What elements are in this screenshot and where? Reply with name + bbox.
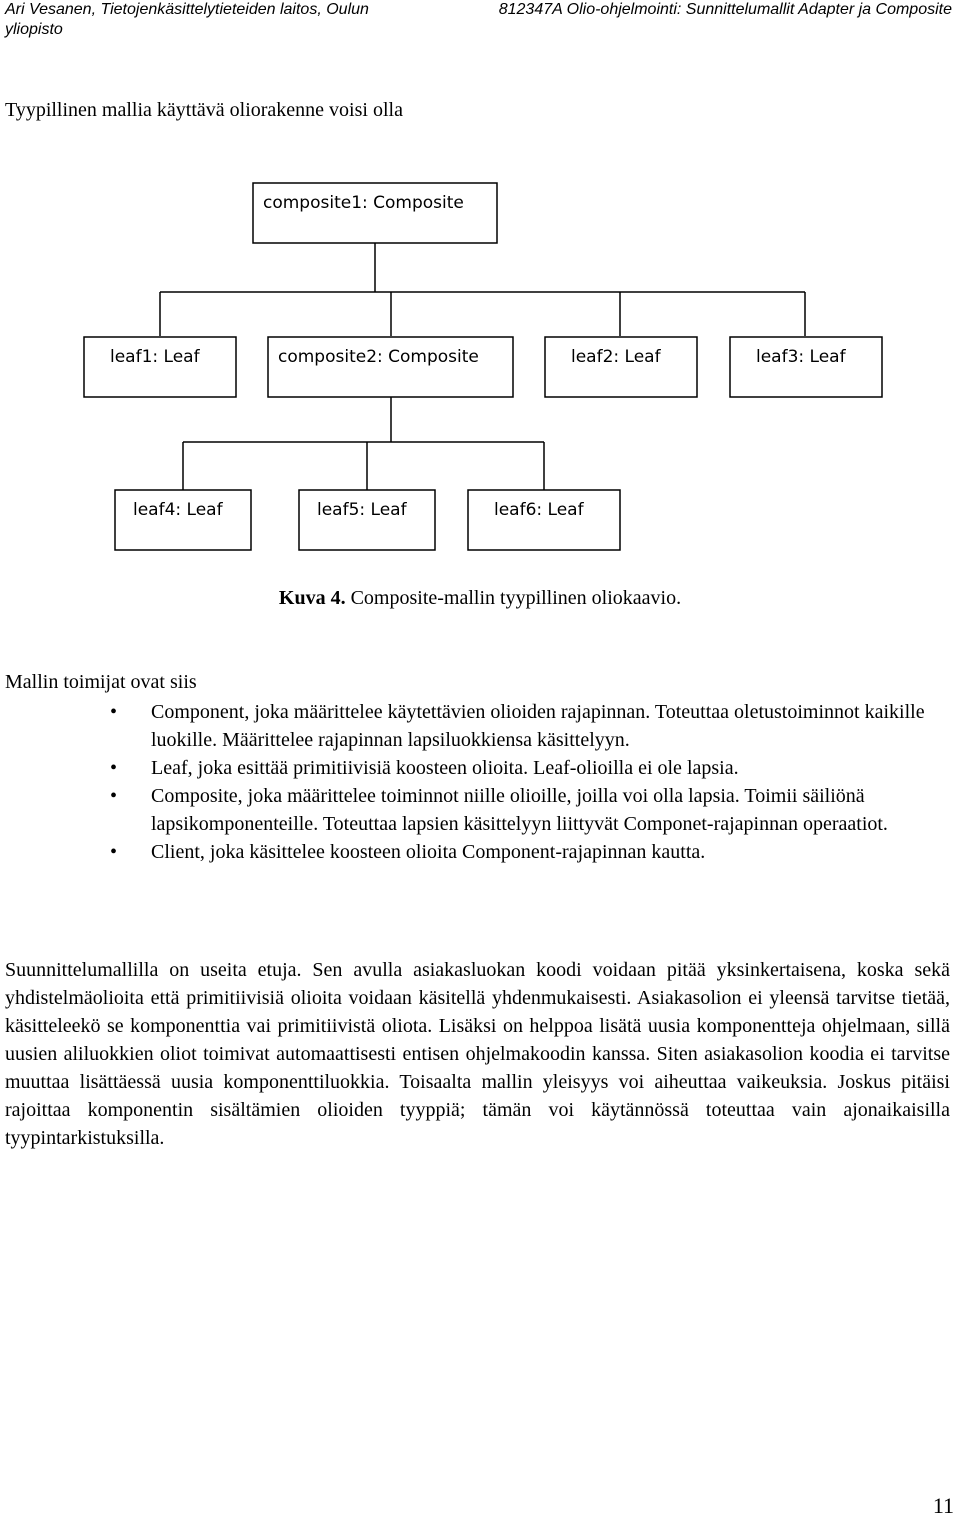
caption-label: Kuva 4. bbox=[278, 587, 346, 609]
box-child-3 bbox=[545, 337, 697, 397]
box-grandchild-2 bbox=[299, 490, 435, 550]
object-diagram bbox=[0, 0, 960, 560]
node-label-child-2: composite2: Composite bbox=[278, 347, 479, 367]
box-grandchild-1 bbox=[115, 490, 251, 550]
intro-text: Tyypillinen mallia käyttävä oliorakenne voisi olla bbox=[5, 99, 403, 121]
list-item: • Composite, joka määrittelee toiminnot niille olioille, joilla voi olla lapsia. Toimii säiliönä lapsikomponenteille. Toteuttaa lapsien käsittelyyn liittyvät Componet-rajapinnan operaatiot. bbox=[110, 782, 955, 838]
box-child-2 bbox=[268, 337, 513, 397]
node-label-grandchild-2: leaf5: Leaf bbox=[317, 500, 407, 520]
lead-text: Mallin toimijat ovat siis bbox=[5, 671, 197, 693]
node-label-child-1: leaf1: Leaf bbox=[110, 347, 200, 367]
node-label-grandchild-3: leaf6: Leaf bbox=[494, 500, 584, 520]
box-child-1 bbox=[84, 337, 236, 397]
page-number: 11 bbox=[932, 1493, 954, 1518]
node-label-child-3: leaf2: Leaf bbox=[571, 347, 661, 367]
roles-list bbox=[110, 698, 955, 866]
box-root bbox=[253, 183, 497, 243]
body-paragraph: Suunnittelumallilla on useita etuja. Sen avulla asiakasluokan koodi voidaan pitää yksinkertaisena, koska sekä yhdistelmäolioita että primitiivisiä olioita voidaan käsitellä yhdenmukaisesti. Asiakasolion ei yleensä tarvitse tietää, käsitteleekö se komponenttia vai primitiivistä oliota. Lisäksi on helppoa lisätä uusia komponentteja ohjelmaan, sillä uusien aliluokkien oliot toimivat automaattisesti entisen ohjelmakoodin kanssa. Siten asiakasolion koodia ei tarvitse muuttaa lisättäessä uusia komponenttiluokkia. Toisaalta mallin yleisyys voi aiheuttaa vaikeuksia. Joskus pitäisi rajoittaa komponentin sisältämien olioiden tyyppiä; tämän voi käytännössä toteuttaa vain ajonaikaisilla tyypintarkistuksilla. bbox=[5, 959, 950, 1149]
node-label-grandchild-1: leaf4: Leaf bbox=[133, 500, 223, 520]
list-item: • Client, joka käsittelee koosteen olioita Component-rajapinnan kautta. bbox=[110, 838, 955, 866]
list-item: • Leaf, joka esittää primitiivisiä koosteen olioita. Leaf-olioilla ei ole lapsia. bbox=[110, 754, 955, 782]
header-right: 812347A Olio-ohjelmointi: Sunnittelumallit Adapter ja Composite bbox=[498, 1, 952, 18]
box-grandchild-3 bbox=[468, 490, 620, 550]
caption-text: Composite-mallin tyypillinen oliokaavio. bbox=[345, 587, 682, 609]
figure-caption bbox=[0, 584, 960, 612]
node-label-child-4: leaf3: Leaf bbox=[756, 347, 846, 367]
node-label-root: composite1: Composite bbox=[263, 193, 464, 213]
list-item: • Component, joka määrittelee käytettävien olioiden rajapinnan. Toteuttaa oletustoiminnot kaikille luokille. Määrittelee rajapinnan lapsiluokkiensa käsittelyyn. bbox=[110, 698, 955, 754]
header-left: Ari Vesanen, Tietojenkäsittelytieteiden laitos, Oulun yliopisto bbox=[5, 1, 369, 38]
box-child-4 bbox=[730, 337, 882, 397]
